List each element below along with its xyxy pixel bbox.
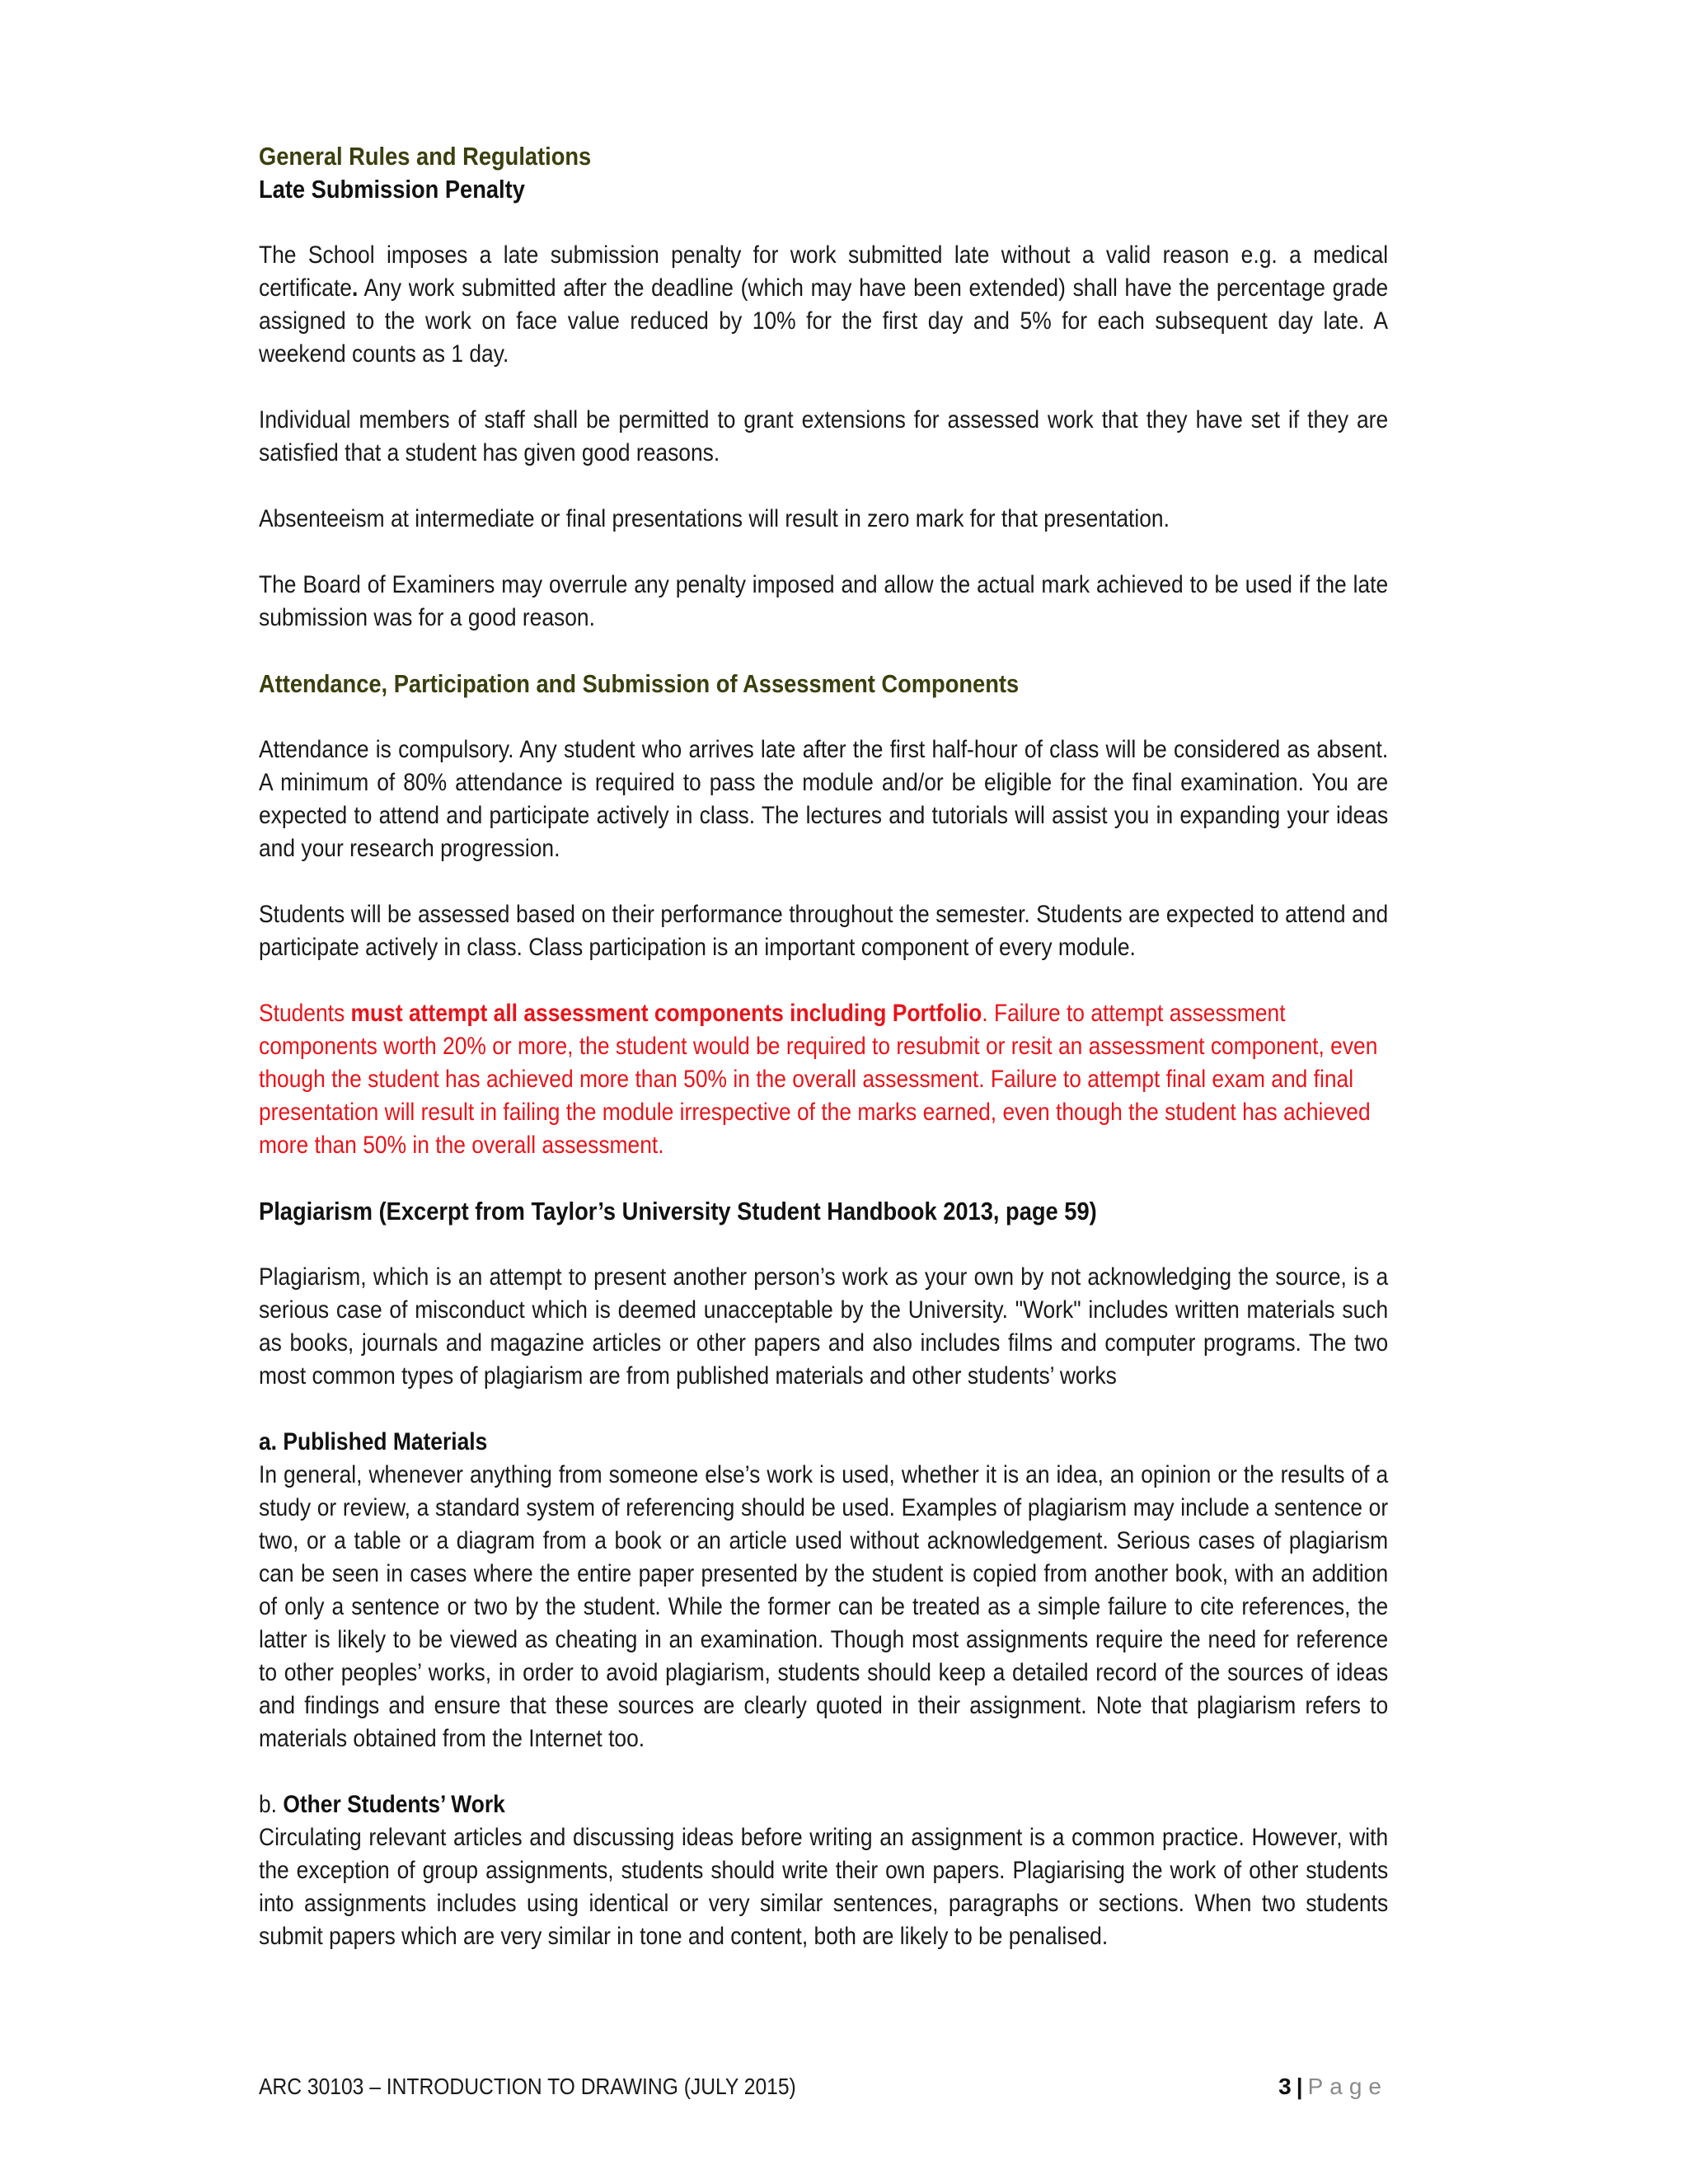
- late-penalty-text-b: Any work submitted after the deadline (which may have been extended) shall have the percentage grade assigned to the work on face value reduced by 10% for the first day and 5% for each subsequent day late. A weekend counts as 1 day.: [259, 274, 1389, 368]
- late-penalty-paragraph-3: Absenteeism at intermediate or final presentations will result in zero mark for that presentation.: [259, 505, 1170, 532]
- late-penalty-paragraph-2: Individual members of staff shall be permitted to grant extensions for assessed work that they have set if they are satisfied that a student has given good reasons.: [259, 406, 1389, 466]
- plagiarism-heading: Plagiarism (Excerpt from Taylor’s University Student Handbook 2013, page 59): [259, 1197, 1097, 1226]
- late-penalty-text-a: The School imposes a late submission penalty for work submitted late without a valid reason e.g. a medical certificate: [259, 241, 1389, 302]
- other-students-title: Other Students’ Work: [283, 1791, 505, 1818]
- page-word: Page: [1307, 2074, 1388, 2099]
- page-footer: [259, 2070, 1388, 2103]
- other-students-body: Circulating relevant articles and discussing ideas before writing an assignment is a common practice. However, with the exception of group assignments, students should write their own papers. Plagiarising the work of other students into assignments includes using identical or very similar sentences, paragraphs or sections. When two students submit papers which are very similar in tone and content, both are likely to be penalised.: [259, 1824, 1389, 1950]
- page-number: 3: [1278, 2074, 1292, 2099]
- attendance-paragraph-2: Students will be assessed based on their performance throughout the semester. Students are expected to attend and participate actively in class. Class participation is an important component of every module.: [259, 901, 1389, 961]
- warning-rest: . Failure to attempt assessment components worth 20% or more, the student would be required to resubmit or resit an assessment component, even though the student has achieved more than 50% in the overall assessment. Failure to attempt final exam and final presentation will result in failing the module irrespective of the marks earned, even though the student has achieved more than 50% in the overall assessment.: [259, 1000, 1378, 1159]
- late-penalty-bold-dot: .: [351, 274, 359, 302]
- late-penalty-paragraph-4: The Board of Examiners may overrule any penalty imposed and allow the actual mark achieved to be used if the late submission was for a good reason.: [259, 571, 1389, 631]
- warning-bold: must attempt all assessment components including Portfolio: [350, 1000, 982, 1027]
- footer-page-indicator: [1278, 2070, 1388, 2103]
- attendance-heading: Attendance, Participation and Submission of Assessment Components: [259, 669, 1020, 698]
- assessment-warning: [259, 997, 1388, 1162]
- published-materials-heading: a. Published Materials: [259, 1428, 488, 1455]
- attendance-paragraph-1: Attendance is compulsory. Any student who arrives late after the first half-hour of class will be considered as absent. A minimum of 80% attendance is required to pass the module and/or be eligible for the final examination. You are expected to attend and participate actively in class. The lectures and tutorials will assist you in expanding your ideas and your research progression.: [259, 736, 1389, 862]
- page-body: [259, 140, 1389, 1953]
- late-penalty-paragraph-1: [259, 239, 1388, 371]
- plagiarism-intro: Plagiarism, which is an attempt to present another person’s work as your own by not acknowledging the source, is a serious case of misconduct which is deemed unacceptable by the University. "Work" includes written materials such as books, journals and magazine articles or other papers and also includes films and computer programs. The two most common types of plagiarism are from published materials and other students’ works: [259, 1263, 1389, 1390]
- published-materials-body: In general, whenever anything from someone else’s work is used, whether it is an idea, an opinion or the results of a study or review, a standard system of referencing should be used. Examples of plagiarism may include a sentence or two, or a table or a diagram from a book or an article used without acknowledgement. Serious cases of plagiarism can be seen in cases where the entire paper presented by the student is copied from another book, with an addition of only a sentence or two by the student. While the former can be treated as a simple failure to cite references, the latter is likely to be viewed as cheating in an examination. Though most assignments require the need for reference to other peoples’ works, in order to avoid plagiarism, students should keep a detailed record of the sources of ideas and findings and ensure that these sources are clearly quoted in their assignment. Note that plagiarism refers to materials obtained from the Internet too.: [259, 1461, 1389, 1752]
- page-separator: |: [1296, 2074, 1303, 2099]
- footer-course-title: ARC 30103 – INTRODUCTION TO DRAWING (JULY 2015): [259, 2074, 796, 2099]
- late-penalty-heading: Late Submission Penalty: [259, 175, 525, 204]
- warning-prefix: Students: [259, 1000, 351, 1027]
- other-students-heading: [259, 1788, 1388, 1821]
- section-title: General Rules and Regulations: [259, 142, 592, 171]
- other-students-prefix: b.: [259, 1791, 284, 1818]
